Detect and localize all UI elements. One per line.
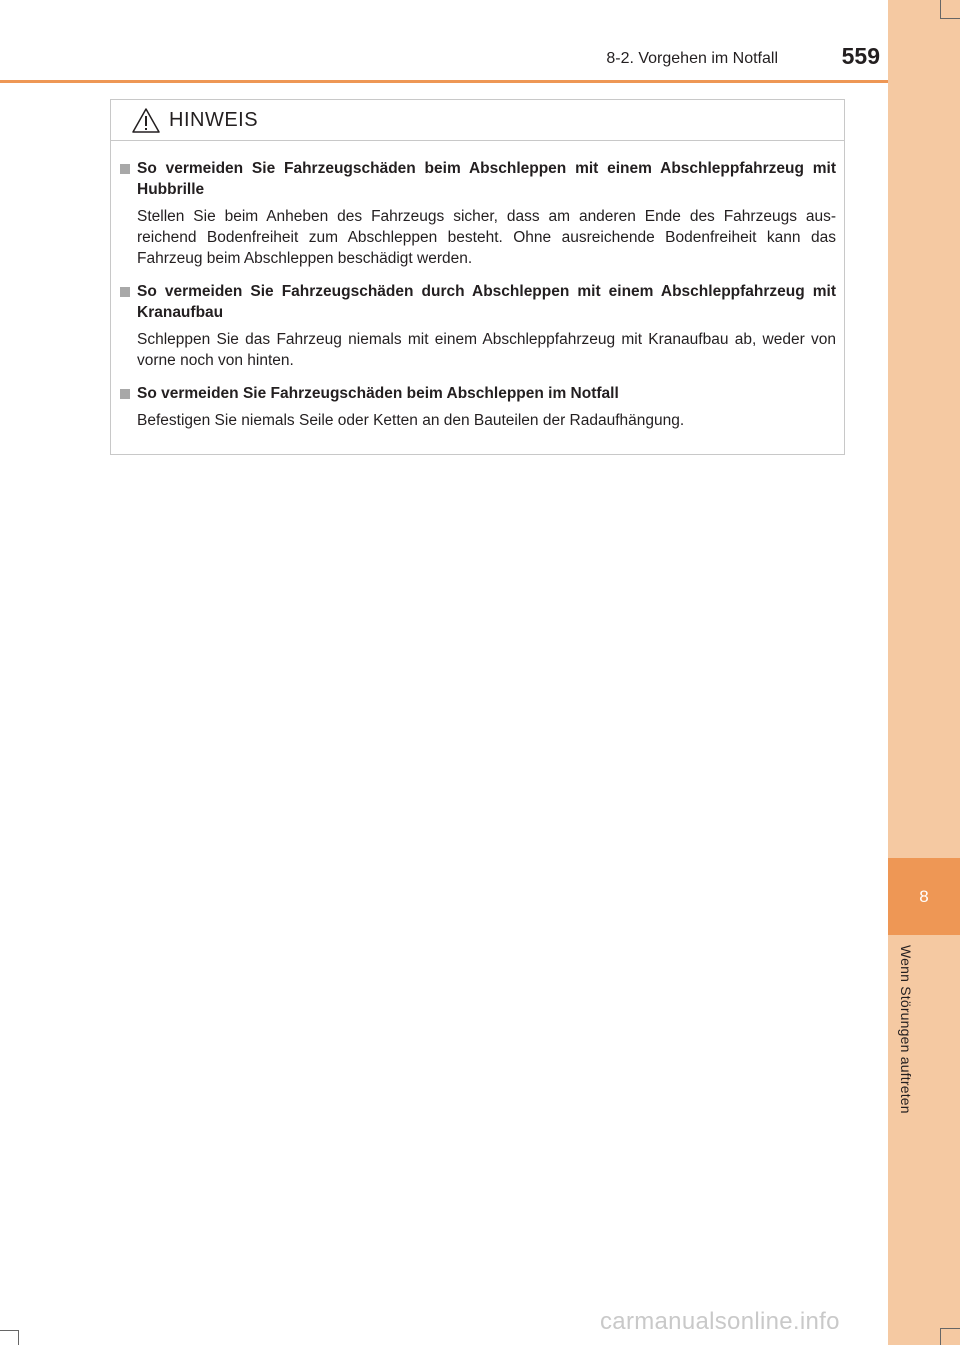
notice-header xyxy=(111,100,844,141)
square-bullet-icon xyxy=(120,287,130,297)
section-title: 8-2. Vorgehen im Notfall xyxy=(606,50,778,67)
notice-item xyxy=(111,383,844,431)
watermark-link[interactable]: carmanualsonline.info xyxy=(600,1308,840,1335)
notice-item-text: Befestigen Sie niemals Seile oder Ketten an den Bauteilen der Radaufhängung. xyxy=(137,412,685,429)
warning-triangle-icon xyxy=(131,107,161,134)
notice-title: HINWEIS xyxy=(169,109,259,131)
header-rule xyxy=(0,80,888,83)
notice-item-heading: So vermeiden Sie Fahrzeugschäden durch Abschleppen mit einem Abschleppfahrzeug mit Kranaufbau xyxy=(137,283,836,321)
crop-mark xyxy=(940,18,960,19)
square-bullet-icon xyxy=(120,164,130,174)
notice-item xyxy=(111,281,844,371)
crop-mark xyxy=(940,1328,960,1329)
crop-mark xyxy=(940,0,941,18)
notice-item-text: Stellen Sie beim Anheben des Fahrzeugs sicher, dass am anderen Ende des Fahrzeugs aus- reichend Bodenfreiheit zum Abschleppen besteht. Ohne ausreichende Bodenfreiheit kann das Fahrzeug beim Abschleppen beschädigt werden. xyxy=(137,208,836,267)
page-number: 559 xyxy=(841,43,880,69)
notice-item-text: Schleppen Sie das Fahrzeug niemals mit einem Abschleppfahrzeug mit Kranaufbau ab, weder von vorne noch von hinten. xyxy=(137,331,836,369)
notice-item-heading: So vermeiden Sie Fahrzeugschäden beim Abschleppen im Notfall xyxy=(137,385,619,402)
chapter-number-tab[interactable] xyxy=(888,858,960,935)
notice-item-heading: So vermeiden Sie Fahrzeugschäden beim Abschleppen mit einem Abschleppfahrzeug mit Hubbrille xyxy=(137,160,836,198)
crop-mark xyxy=(0,1330,18,1331)
chapter-number: 8 xyxy=(919,886,929,906)
crop-mark xyxy=(940,1328,941,1345)
notice-box xyxy=(110,99,845,455)
chapter-title: Wenn Störungen auftreten xyxy=(898,945,914,1114)
square-bullet-icon xyxy=(120,389,130,399)
notice-item xyxy=(111,158,844,269)
crop-mark xyxy=(18,1330,19,1345)
notice-body xyxy=(111,158,844,443)
